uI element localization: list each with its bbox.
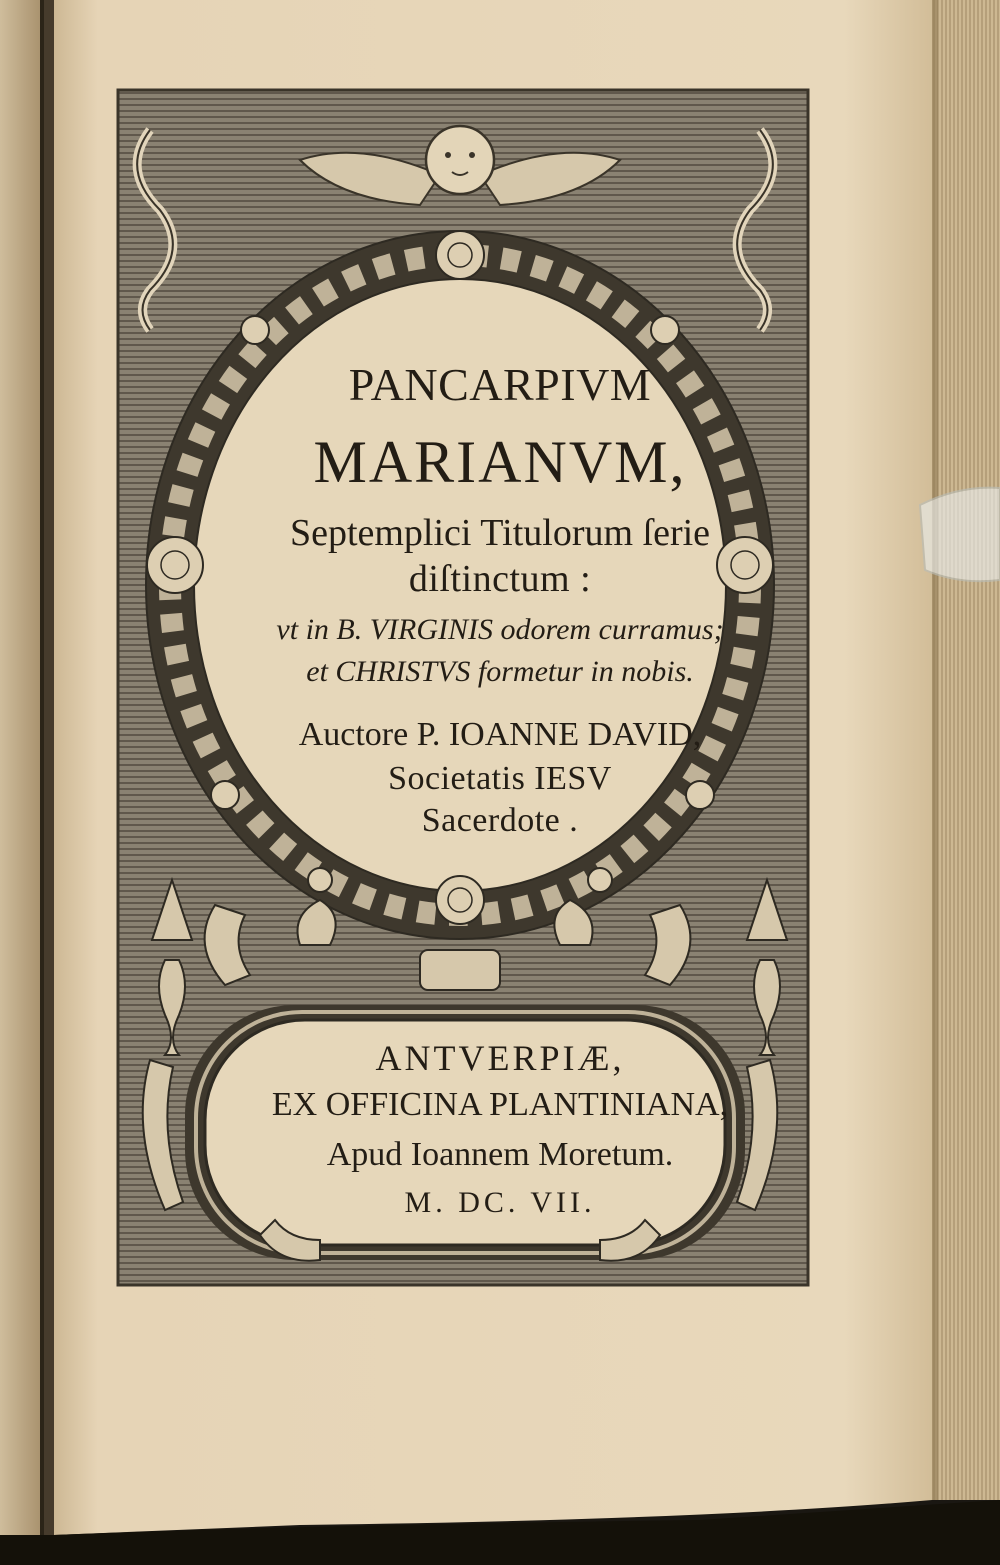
title-line-6: et CHRISTVS formetur in nobis. <box>306 655 694 688</box>
title-line-4: diſtinctum : <box>408 558 592 600</box>
imprint-line-2: EX OFFICINA PLANTINIANA, <box>271 1086 729 1123</box>
title-line-8: Societatis IESV <box>388 760 612 797</box>
title-line-1: PANCARPIVM <box>348 359 652 410</box>
title-line-2: MARIANVM, <box>313 429 687 495</box>
title-line-5: vt in B. VIRGINIS odorem curramus; <box>276 613 724 646</box>
imprint-line-1: ANTVERPIÆ, <box>375 1038 625 1078</box>
rose-icon <box>436 231 484 279</box>
imprint-year: M. DC. VII. <box>404 1186 596 1219</box>
title-line-3: Septemplici Titulorum ſerie <box>289 512 711 554</box>
imprint-line-3: Apud Ioannem Moretum. <box>326 1136 674 1173</box>
title-line-9: Sacerdote . <box>421 802 579 839</box>
rose-icon <box>436 876 484 924</box>
title-line-7: Auctore P. IOANNE DAVID, <box>298 716 702 753</box>
